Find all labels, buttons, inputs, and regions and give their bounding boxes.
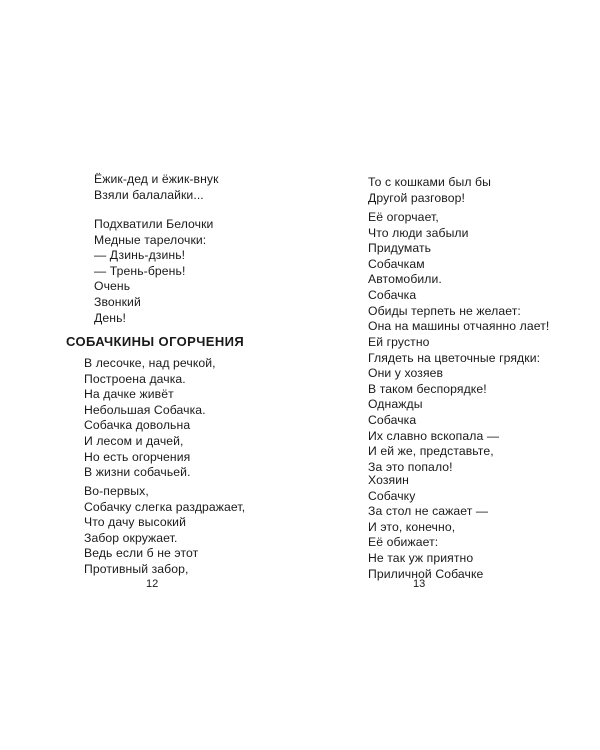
poem-line: Не так уж приятно [368, 550, 474, 565]
poem-line: И лесом и дачей, [84, 433, 184, 448]
poem-line: Их славно вскопала — [368, 428, 500, 443]
poem-line: То с кошками был бы [368, 175, 491, 189]
poem-line: Что люди забыли [368, 225, 469, 240]
poem-line: Взяли балалайки... [94, 187, 204, 202]
poem-line: Собачка [368, 412, 417, 427]
poem-line: Забор окружает. [84, 530, 178, 545]
poem-line: Собачку слегка раздражает, [84, 499, 246, 514]
poem-title: СОБАЧКИНЫ ОГОРЧЕНИЯ [66, 334, 245, 349]
poem-line: Хозяин [368, 473, 409, 487]
poem-line: Её обижает: [368, 535, 439, 550]
poem-line: В таком беспорядке! [368, 381, 487, 396]
poem-line: Она на машины отчаянно лает! [368, 319, 550, 334]
page-number: 12 [146, 578, 159, 590]
poem-line: Глядеть на цветочные грядки: [368, 350, 541, 365]
poem-line: Собачка [368, 287, 417, 302]
poem-line: Медные тарелочки: [94, 232, 207, 247]
poem-line: Во-первых, [84, 484, 149, 498]
poem-line: Очень [94, 279, 131, 294]
poem-line: И это, конечно, [368, 519, 456, 534]
stanza [368, 335, 540, 475]
poem-line: За стол не сажает — [368, 504, 489, 519]
stanza [368, 175, 491, 206]
poem-line: И ей же, представьте, [368, 444, 494, 459]
poem-line: Небольшая Собачка. [84, 402, 206, 417]
poem-line: Другой разговор! [368, 190, 465, 205]
poem-line: Собачку [368, 488, 416, 503]
poem-line: Что дачу высокий [84, 515, 186, 530]
poem-line: — Трень-брень! [94, 263, 186, 278]
stanza [368, 473, 488, 582]
poem-line: Собачкам [368, 256, 425, 271]
poem-line: Придумать [368, 241, 432, 256]
stanza [94, 172, 219, 203]
stanza [84, 356, 216, 481]
poem-line: За это попало! [368, 459, 453, 474]
stanza [84, 484, 245, 578]
poem-line: Звонкий [94, 294, 141, 309]
poem-line: Подхватили Белочки [94, 217, 214, 231]
poem-line: Построена дачка. [84, 371, 186, 386]
poem-line: Однажды [368, 397, 423, 412]
poem-line: В лесочке, над речкой, [84, 356, 216, 370]
poem-line: День! [94, 310, 126, 325]
stanza [368, 210, 549, 335]
poem-line: Ёжик-дед и ёжик-внук [94, 172, 219, 186]
poem-line: Автомобили. [368, 272, 442, 287]
poem-line: Обиды терпеть не желает: [368, 303, 521, 318]
poem-line: Противный забор, [84, 561, 189, 576]
poem-line: Ей грустно [368, 335, 430, 349]
stanza [94, 217, 213, 326]
poem-line: Но есть огорчения [84, 449, 191, 464]
poem-line: Приличной Собачке [368, 566, 484, 581]
poem-line: Ведь если б не этот [84, 546, 199, 561]
poem-line: Они у хозяев [368, 366, 444, 381]
poem-line: — Дзинь-дзинь! [94, 248, 186, 263]
page-number: 13 [413, 578, 426, 590]
poem-line: Собачка довольна [84, 418, 191, 433]
right-page [300, 0, 600, 750]
poem-line: На дачке живёт [84, 387, 174, 402]
poem-line: Её огорчает, [368, 210, 439, 224]
poem-line: В жизни собачьей. [84, 465, 191, 480]
